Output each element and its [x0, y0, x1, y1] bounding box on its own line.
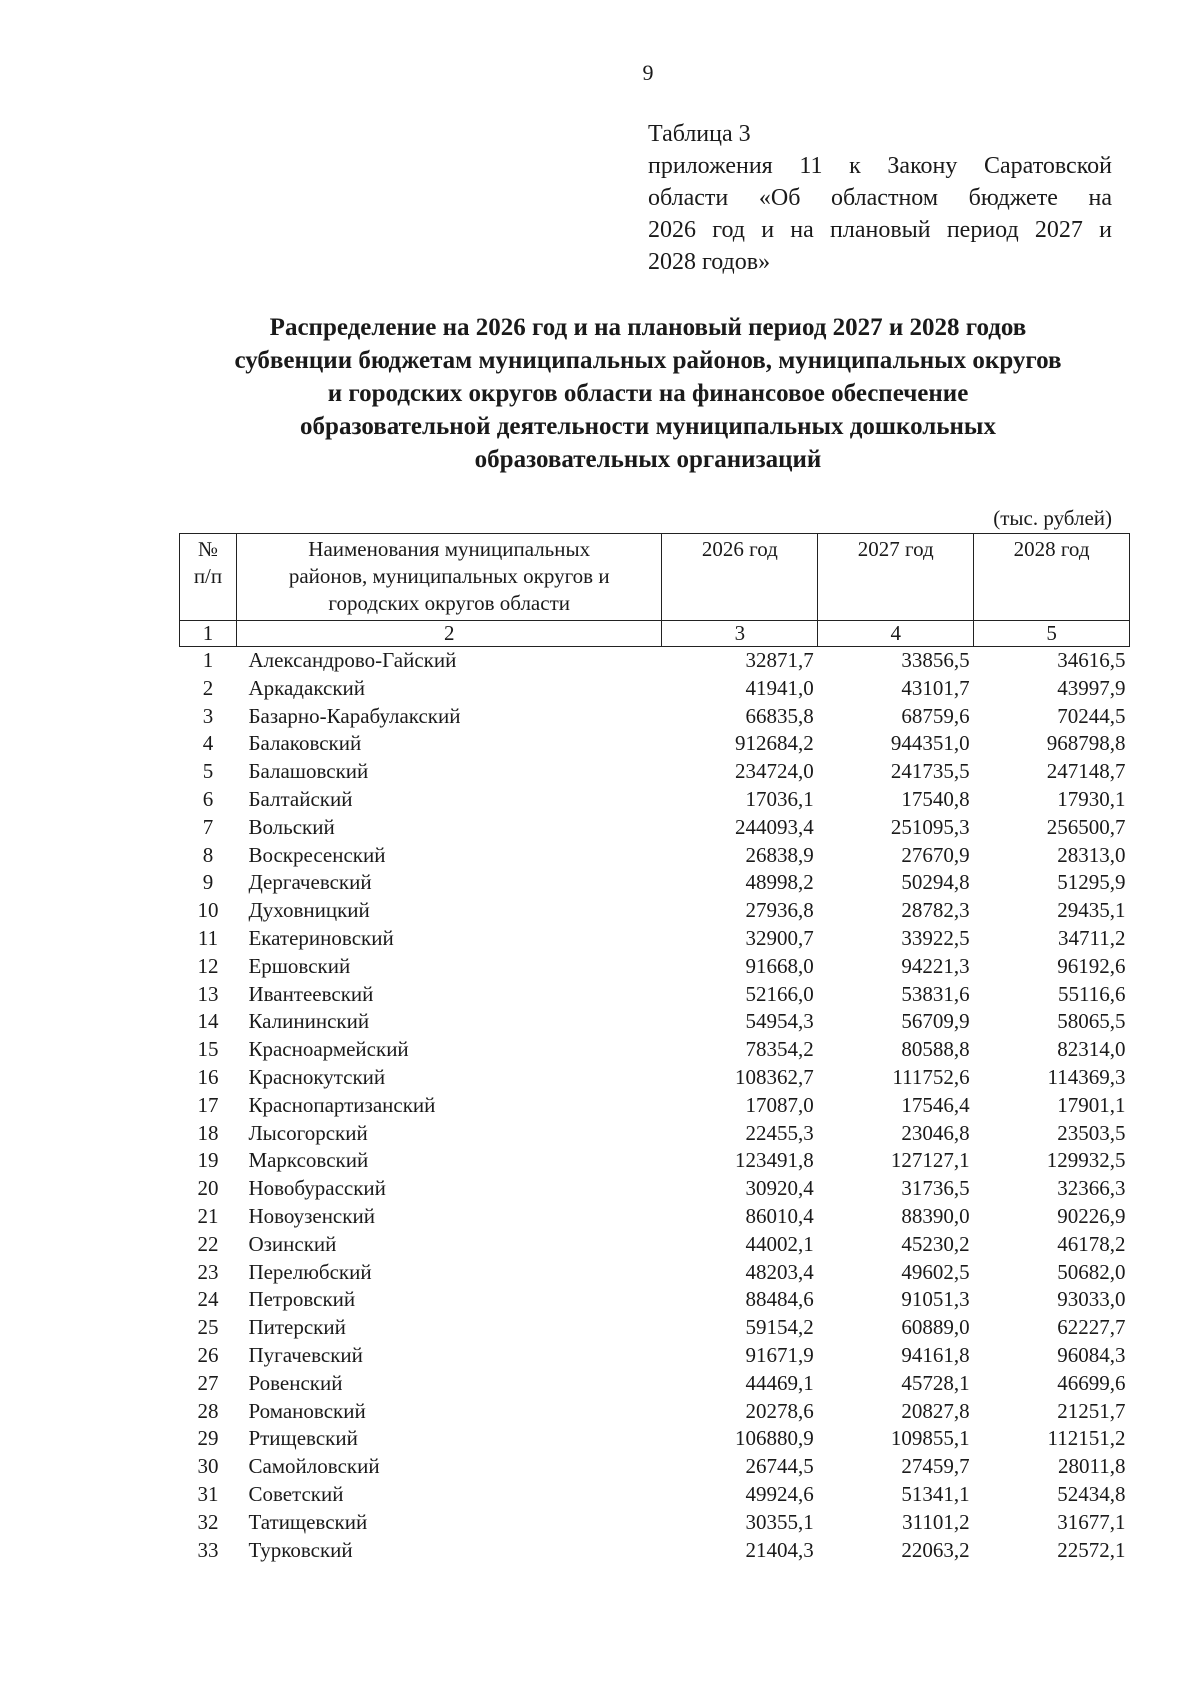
appendix-line: приложения 11 к Закону Саратовской	[648, 153, 1112, 179]
appendix-line: области «Об областном бюджете на	[648, 185, 1112, 211]
table-row	[180, 1286, 1130, 1314]
value-2028: 46699,6	[1057, 1370, 1126, 1395]
header-num	[180, 534, 237, 621]
table-row	[180, 1064, 1130, 1092]
district-name: Ершовский	[248, 953, 351, 978]
value-2026: 17087,0	[745, 1092, 814, 1117]
row-number: 14	[197, 1009, 219, 1034]
value-2027: 27670,9	[901, 842, 970, 867]
value-2026: 26838,9	[745, 842, 814, 867]
title-line: образовательных организаций	[474, 446, 822, 473]
row-number: 28	[197, 1398, 219, 1423]
units-label: (тыс. рублей)	[993, 506, 1112, 530]
value-2028: 58065,5	[1057, 1009, 1126, 1034]
district-name: Балтайский	[248, 786, 353, 811]
table-header-row	[180, 534, 1130, 621]
district-name: Марксовский	[248, 1148, 369, 1173]
value-2028: 17930,1	[1057, 786, 1126, 811]
row-number: 15	[197, 1037, 219, 1062]
table-row	[180, 1092, 1130, 1120]
district-name: Вольский	[248, 814, 335, 839]
header-name-line: Наименования муниципальных	[308, 537, 591, 561]
district-name: Озинский	[248, 1231, 337, 1256]
value-2028: 28313,0	[1057, 842, 1126, 867]
value-2026: 17036,1	[745, 786, 814, 811]
value-2027: 60889,0	[901, 1315, 970, 1340]
district-name: Перелюбский	[248, 1259, 372, 1284]
row-number: 30	[197, 1454, 219, 1479]
appendix-line: 2026 год и на плановый период 2027 и	[648, 217, 1112, 243]
value-2027: 22063,2	[901, 1537, 970, 1562]
value-2028: 129932,5	[1046, 1148, 1126, 1173]
district-name: Краснокутский	[248, 1064, 386, 1089]
district-name: Турковский	[248, 1537, 353, 1562]
value-2026: 59154,2	[745, 1315, 814, 1340]
row-number: 6	[202, 786, 214, 811]
value-2027: 127127,1	[890, 1148, 970, 1173]
district-name: Петровский	[248, 1287, 356, 1312]
title-line: субвенции бюджетам муниципальных районов, муниципальных округов	[234, 347, 1062, 374]
table-row	[180, 1481, 1130, 1509]
value-2027: 109855,1	[890, 1426, 970, 1451]
row-number: 25	[197, 1315, 219, 1340]
column-number: 5	[974, 621, 1130, 647]
value-2028: 62227,7	[1057, 1315, 1126, 1340]
value-2027: 111752,6	[892, 1064, 970, 1089]
table-row	[180, 814, 1130, 842]
district-name: Новобурасский	[248, 1176, 386, 1201]
table-row	[180, 1147, 1130, 1175]
table-row	[180, 647, 1130, 675]
value-2028: 22572,1	[1057, 1537, 1126, 1562]
table-row	[180, 786, 1130, 814]
value-2027: 251095,3	[890, 814, 970, 839]
table-row	[180, 981, 1130, 1009]
district-name: Духовницкий	[248, 898, 370, 923]
appendix-line: Таблица 3	[648, 121, 751, 147]
row-number: 9	[202, 870, 214, 895]
value-2026: 78354,2	[745, 1037, 814, 1062]
table-row	[180, 1259, 1130, 1287]
table-row	[180, 842, 1130, 870]
value-2026: 27936,8	[745, 898, 814, 923]
table-row	[180, 1175, 1130, 1203]
district-name: Краснопартизанский	[248, 1092, 436, 1117]
table-row	[180, 758, 1130, 786]
value-2028: 90226,9	[1057, 1203, 1126, 1228]
value-2028: 247148,7	[1046, 759, 1126, 784]
table-row	[180, 1425, 1130, 1453]
table-row	[180, 1008, 1130, 1036]
title-line: и городских округов области на финансовое обеспечение	[327, 380, 969, 407]
table-row	[180, 730, 1130, 758]
value-2028: 256500,7	[1046, 814, 1126, 839]
table-row	[180, 1231, 1130, 1259]
table-row	[180, 1120, 1130, 1148]
value-2028: 96084,3	[1057, 1342, 1126, 1367]
district-name: Балаковский	[248, 731, 362, 756]
value-2027: 51341,1	[901, 1481, 970, 1506]
table-row	[180, 675, 1130, 703]
district-name: Александрово-Гайский	[248, 648, 457, 672]
district-name: Ртищевский	[248, 1426, 358, 1451]
table-row	[180, 1203, 1130, 1231]
district-name: Аркадакский	[248, 675, 365, 700]
header-num-line: №	[197, 537, 218, 561]
header-name-line: городских округов области	[328, 591, 570, 615]
header-2027: 2027 год	[818, 534, 974, 621]
value-2027: 43101,7	[901, 675, 970, 700]
row-number: 10	[197, 898, 219, 923]
value-2028: 29435,1	[1057, 898, 1126, 923]
value-2026: 41941,0	[745, 675, 814, 700]
row-number: 7	[202, 814, 214, 839]
column-number: 1	[180, 621, 237, 647]
header-name-line: районов, муниципальных округов и	[288, 564, 610, 588]
value-2026: 234724,0	[735, 759, 814, 784]
row-number: 22	[197, 1231, 219, 1256]
value-2028: 52434,8	[1057, 1481, 1126, 1506]
value-2028: 17901,1	[1057, 1092, 1126, 1117]
title-line: образовательной деятельности муниципальных дошкольных	[300, 413, 996, 440]
value-2028: 50682,0	[1057, 1259, 1126, 1284]
district-name: Базарно-Карабулакский	[248, 703, 461, 728]
value-2026: 91668,0	[745, 953, 814, 978]
value-2027: 33922,5	[901, 925, 970, 950]
value-2027: 49602,5	[901, 1259, 970, 1284]
value-2027: 17540,8	[901, 786, 970, 811]
value-2028: 28011,8	[1058, 1454, 1126, 1479]
column-numbers-row	[180, 621, 1130, 647]
value-2026: 48998,2	[745, 870, 814, 895]
table-row	[180, 1370, 1130, 1398]
value-2027: 31736,5	[901, 1176, 970, 1201]
value-2028: 112151,2	[1047, 1426, 1126, 1451]
value-2027: 23046,8	[901, 1120, 970, 1145]
value-2026: 21404,3	[745, 1537, 814, 1562]
title-line: Распределение на 2026 год и на плановый период 2027 и 2028 годов	[269, 314, 1027, 341]
table-row	[180, 1537, 1130, 1565]
table-row	[180, 925, 1130, 953]
value-2027: 68759,6	[901, 703, 970, 728]
document-title	[150, 311, 1146, 476]
table-row	[180, 1398, 1130, 1426]
value-2026: 123491,8	[735, 1148, 814, 1173]
value-2028: 70244,5	[1057, 703, 1126, 728]
district-name: Лысогорский	[248, 1120, 368, 1145]
district-name: Дергачевский	[248, 870, 372, 895]
row-number: 33	[197, 1537, 219, 1562]
value-2027: 17546,4	[901, 1092, 970, 1117]
value-2026: 32900,7	[745, 925, 814, 950]
table-row	[180, 897, 1130, 925]
table-row	[180, 1453, 1130, 1481]
district-name: Калининский	[248, 1009, 370, 1034]
value-2028: 21251,7	[1057, 1398, 1126, 1423]
value-2026: 108362,7	[735, 1064, 814, 1089]
value-2026: 20278,6	[745, 1398, 814, 1423]
header-2026: 2026 год	[662, 534, 818, 621]
table-body	[180, 647, 1130, 1565]
header-2028: 2028 год	[974, 534, 1130, 621]
row-number: 27	[197, 1370, 219, 1395]
value-2026: 91671,9	[745, 1342, 814, 1367]
row-number: 2	[202, 675, 214, 700]
value-2028: 31677,1	[1057, 1509, 1126, 1534]
district-name: Новоузенский	[248, 1203, 375, 1228]
row-number: 23	[197, 1259, 219, 1284]
value-2027: 56709,9	[901, 1009, 970, 1034]
value-2027: 94161,8	[901, 1342, 970, 1367]
value-2026: 66835,8	[745, 703, 814, 728]
value-2026: 48203,4	[745, 1259, 814, 1284]
value-2027: 50294,8	[901, 870, 970, 895]
value-2026: 106880,9	[735, 1426, 814, 1451]
row-number: 24	[197, 1287, 219, 1312]
value-2026: 30355,1	[745, 1509, 814, 1534]
value-2027: 28782,3	[901, 898, 970, 923]
row-number: 3	[202, 703, 214, 728]
appendix-line: 2028 годов»	[648, 249, 771, 275]
district-name: Пугачевский	[248, 1342, 363, 1367]
table-row	[180, 869, 1130, 897]
district-name: Воскресенский	[248, 842, 386, 867]
value-2028: 23503,5	[1057, 1120, 1126, 1145]
header-num-line: п/п	[193, 564, 223, 588]
district-name: Красноармейский	[248, 1037, 409, 1062]
value-2027: 20827,8	[901, 1398, 970, 1423]
column-number: 2	[236, 621, 662, 647]
value-2028: 55116,6	[1058, 981, 1126, 1006]
value-2028: 96192,6	[1057, 953, 1126, 978]
row-number: 20	[197, 1176, 219, 1201]
district-name: Татищевский	[248, 1509, 368, 1534]
value-2026: 44469,1	[745, 1370, 814, 1395]
value-2026: 44002,1	[745, 1231, 814, 1256]
table-row	[180, 1342, 1130, 1370]
value-2026: 30920,4	[745, 1176, 814, 1201]
row-number: 31	[197, 1481, 219, 1506]
row-number: 26	[197, 1342, 219, 1367]
value-2027: 33856,5	[901, 648, 970, 672]
value-2028: 34616,5	[1057, 648, 1126, 672]
value-2027: 94221,3	[901, 953, 970, 978]
row-number: 17	[197, 1092, 219, 1117]
row-number: 8	[202, 842, 214, 867]
value-2028: 34711,2	[1058, 925, 1126, 950]
row-number: 11	[197, 925, 219, 950]
value-2028: 968798,8	[1046, 731, 1126, 756]
value-2027: 45728,1	[901, 1370, 970, 1395]
row-number: 16	[197, 1064, 219, 1089]
table-row	[180, 1036, 1130, 1064]
header-name	[236, 534, 662, 621]
row-number: 4	[202, 731, 214, 756]
value-2027: 241735,5	[890, 759, 970, 784]
district-name: Ровенский	[248, 1370, 343, 1395]
district-name: Питерский	[248, 1315, 346, 1340]
value-2026: 912684,2	[735, 731, 814, 756]
row-number: 19	[197, 1148, 219, 1173]
value-2028: 114369,3	[1047, 1064, 1126, 1089]
value-2028: 51295,9	[1057, 870, 1126, 895]
value-2028: 82314,0	[1057, 1037, 1126, 1062]
district-name: Советский	[248, 1481, 344, 1506]
value-2027: 53831,6	[901, 981, 970, 1006]
district-name: Екатериновский	[248, 925, 394, 950]
value-2026: 54954,3	[745, 1009, 814, 1034]
value-2026: 244093,4	[735, 814, 814, 839]
table-row	[180, 1314, 1130, 1342]
value-2028: 46178,2	[1057, 1231, 1126, 1256]
subvention-table	[179, 533, 1130, 1564]
row-number: 32	[197, 1509, 219, 1534]
value-2026: 52166,0	[745, 981, 814, 1006]
value-2028: 93033,0	[1057, 1287, 1126, 1312]
value-2027: 91051,3	[901, 1287, 970, 1312]
appendix-reference	[648, 118, 1112, 278]
district-name: Балашовский	[248, 759, 369, 784]
row-number: 5	[202, 759, 214, 784]
table-row	[180, 1509, 1130, 1537]
district-name: Романовский	[248, 1398, 366, 1423]
row-number: 21	[197, 1203, 219, 1228]
row-number: 18	[197, 1120, 219, 1145]
value-2027: 45230,2	[901, 1231, 970, 1256]
column-number: 4	[818, 621, 974, 647]
value-2027: 31101,2	[902, 1509, 970, 1534]
value-2028: 43997,9	[1057, 675, 1126, 700]
value-2026: 26744,5	[745, 1454, 814, 1479]
row-number: 1	[202, 648, 214, 672]
value-2027: 27459,7	[901, 1454, 970, 1479]
row-number: 13	[197, 981, 219, 1006]
district-name: Самойловский	[248, 1454, 380, 1479]
table-row	[180, 703, 1130, 731]
column-number: 3	[662, 621, 818, 647]
value-2026: 88484,6	[745, 1287, 814, 1312]
value-2027: 88390,0	[901, 1203, 970, 1228]
page-number: 9	[642, 60, 654, 85]
district-name: Ивантеевский	[248, 981, 374, 1006]
row-number: 29	[197, 1426, 219, 1451]
value-2026: 49924,6	[745, 1481, 814, 1506]
value-2026: 32871,7	[745, 648, 814, 672]
value-2026: 22455,3	[745, 1120, 814, 1145]
row-number: 12	[197, 953, 219, 978]
value-2027: 944351,0	[890, 731, 970, 756]
value-2026: 86010,4	[745, 1203, 814, 1228]
value-2028: 32366,3	[1057, 1176, 1126, 1201]
value-2027: 80588,8	[901, 1037, 970, 1062]
table-row	[180, 953, 1130, 981]
